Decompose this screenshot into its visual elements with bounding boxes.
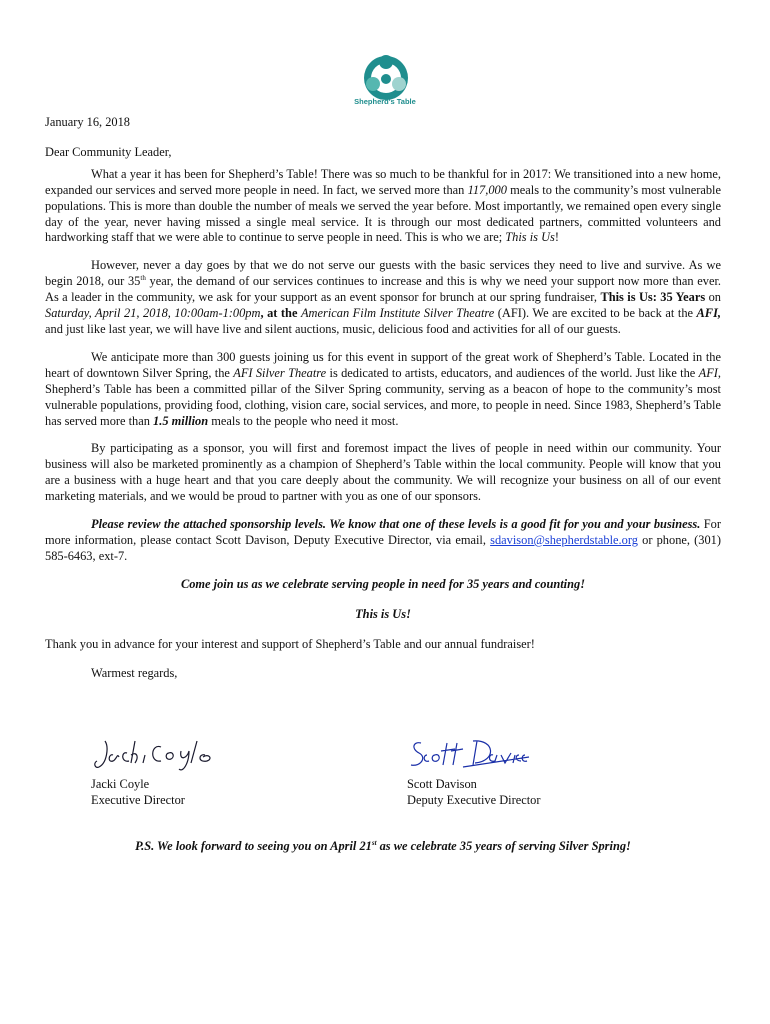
- signature-jacki-coyle: [91, 733, 221, 775]
- signer-2-title: Deputy Executive Director: [407, 792, 541, 807]
- paragraph-1: What a year it has been for Shepherd’s Table! There was so much to be thankful for in 2017: We transitioned into a new home, expanded our services and served more people in need. In fact, we served more than 117,000 meals to the community’s most vulnerable populations. This is more than double the number of meals we served the year before. Most importantly, we remained open every single day of the year, never having missed a single meal service. It is through our most dedicated partners, committed volunteers and hardworking staff that we were able to continue to serve people in need. This is who we are; This is Us!: [45, 166, 721, 245]
- signer-1-title: Executive Director: [91, 792, 185, 807]
- paragraph-2: However, never a day goes by that we do not serve our guests with the basic services they need to live and survive. As we begin 2018, our 35th year, the demand of our services continues to increase and this is why we need your support now more than ever. As a leader in the community, we ask for your support as an event sponsor for brunch at our spring fundraiser, This is Us: 35 Years on Saturday, April 21, 2018, 10:00am-1:00pm, at the American Film Institute Silver Theatre (AFI). We are excited to be back at the AFI, and just like last year, we will have live and silent auctions, music, delicious food and activities for all of our guests.: [45, 258, 721, 336]
- call-to-action: Come join us as we celebrate serving people in need for 35 years and counting!: [180, 576, 586, 591]
- signer-2: [407, 777, 541, 808]
- tagline: This is Us!: [355, 606, 411, 621]
- logo-wordmark: Shepherd's Table: [354, 97, 416, 106]
- closing: Warmest regards,: [91, 666, 178, 681]
- paragraph-4: By participating as a sponsor, you will first and foremost impact the lives of people in need within our community. Your business will also be marketed prominently as a champion of Shepherd’s Table within the local community. People will know that you are a business with a huge heart and that you care deeply about the community. We will recognize your business on all of our event marketing materials, and we would be proud to partner with you as one of our sponsors.: [45, 441, 721, 504]
- thanks-line: Thank you in advance for your interest and support of Shepherd’s Table and our annual fundraiser!: [45, 636, 535, 651]
- signer-1: [91, 777, 185, 808]
- postscript: P.S. We look forward to seeing you on April 21st as we celebrate 35 years of serving Silver Spring!: [135, 838, 631, 853]
- letter-body: [45, 115, 721, 682]
- letter-date: January 16, 2018: [45, 115, 130, 129]
- salutation: Dear Community Leader,: [45, 144, 172, 159]
- signer-2-name: Scott Davison: [407, 777, 477, 791]
- paragraph-3: We anticipate more than 300 guests joining us for this event in support of the great work of Shepherd’s Table. Located in the heart of downtown Silver Spring, the AFI Silver Theatre is dedicated to artists, educators, and audiences of the world. Just like the AFI, Shepherd’s Table has been a committed pillar of the Silver Spring community, serving as a beacon of hope to the community’s most vulnerable populations, providing food, clothing, vision care, social services, and more, to people in need. Since 1983, Shepherd’s Table has served more than 1.5 million meals to the people who need it most.: [45, 349, 721, 428]
- signatures: [91, 733, 611, 813]
- paragraph-5: Please review the attached sponsorship levels. We know that one of these levels is a good fit for you and your business. For more information, please contact Scott Davison, Deputy Executive Director, via email, sdavison@shepherdstable.org or phone, (301) 585-6463, ext-7.: [45, 517, 721, 563]
- signature-scott-davison: [403, 733, 533, 775]
- email-link[interactable]: sdavison@shepherdstable.org: [490, 532, 638, 547]
- signer-1-name: Jacki Coyle: [91, 777, 150, 791]
